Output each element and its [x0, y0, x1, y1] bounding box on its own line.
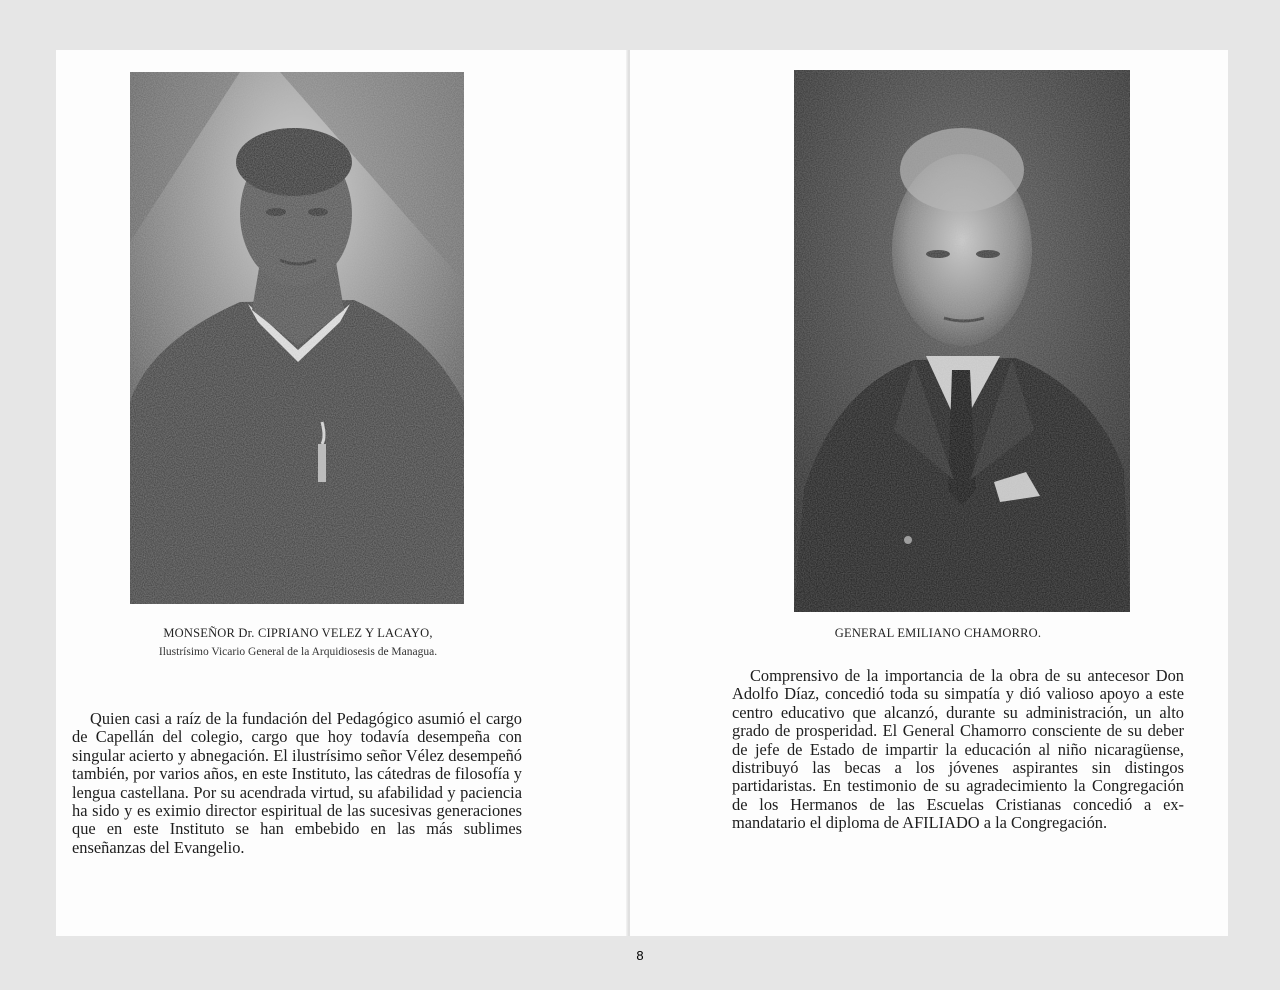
caption-name-right: GENERAL EMILIANO CHAMORRO. [834, 626, 1042, 640]
book-spread [56, 50, 1228, 936]
portrait-photo-general [794, 70, 1130, 612]
paragraph-left: Quien casi a raíz de la fundación del Pedagógico asumió el cargo de Capellán del colegio, cargo que hoy todavía desempeña con singular acierto y abnegación. El ilustrísimo señor Vélez desempeñó también, por varios años, en este Instituto, las cátedras de filosofía y lengua castellana. Por su acendrada virtud, su afabilidad y paciencia ha sido y es eximio director espiritual de las sucesivas generaciones que en este Instituto se han embebido en las más sublimes enseñanzas del Evangelio. [72, 709, 522, 857]
left-page [56, 50, 628, 936]
caption-name-left: MONSEÑOR Dr. CIPRIANO VELEZ Y LACAYO, [163, 626, 433, 640]
portrait-photo-monsignor [130, 72, 464, 604]
paragraph-right: Comprensivo de la importancia de la obra de su antecesor Don Adolfo Díaz, concedió toda su simpatía y dió valioso apoyo a este centro educativo que alcanzó, durante su administración, un alto grado de prosperidad. El General Chamorro consciente de su deber de jefe de Estado de impartir la educación al niño nicaragüense, distribuyó las becas a los jóvenes aspirantes sin distingos partidaristas. En testimonio de su agradecimiento la Congregación de los Hermanos de las Escuelas Cristianas concedió a ex-mandatario el diploma de AFILIADO a la Congregación. [732, 666, 1184, 833]
caption-subtitle-left: Ilustrísimo Vicario General de la Arquidiosesis de Managua. [158, 646, 438, 658]
page-number: 8 [636, 948, 644, 963]
right-page [630, 50, 1228, 936]
